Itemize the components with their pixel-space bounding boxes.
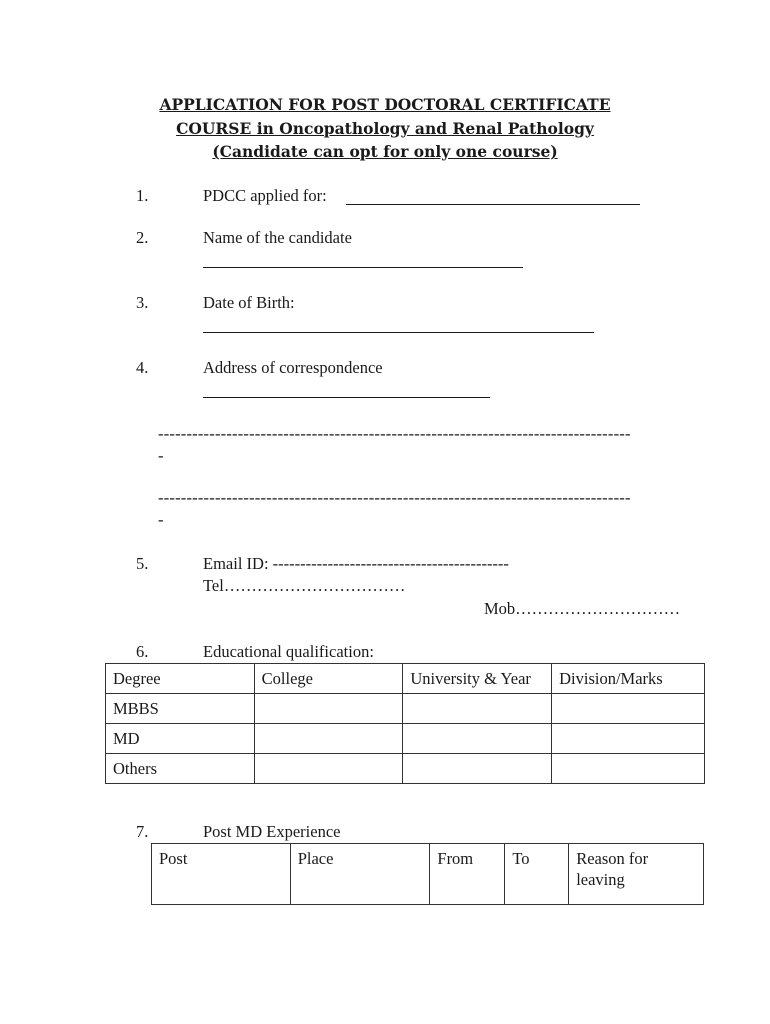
header-place: Place <box>290 844 430 905</box>
form-title-line-3: (Candidate can opt for only one course) <box>212 142 558 161</box>
others-university-cell[interactable] <box>403 754 552 784</box>
email-field[interactable]: Email ID: ------------------------------------------- <box>203 554 509 573</box>
mbbs-division-cell[interactable] <box>552 694 705 724</box>
item-6-label: Educational qualification: <box>203 642 374 661</box>
item-3-label: Date of Birth: <box>203 293 295 312</box>
item-4-number: 4. <box>136 358 149 377</box>
mbbs-college-cell[interactable] <box>254 694 403 724</box>
item-1-label: PDCC applied for: <box>203 186 327 205</box>
header-reason-for-leaving: Reason for leaving <box>569 844 704 905</box>
address-dash-line-1[interactable]: ----------------------------------------------------------------------------------- <box>158 424 631 443</box>
form-title-line-1: APPLICATION FOR POST DOCTORAL CERTIFICATE <box>159 95 611 114</box>
degree-mbbs: MBBS <box>106 694 255 724</box>
table-row <box>106 694 705 724</box>
degree-others: Others <box>106 754 255 784</box>
mob-field[interactable]: Mob………………………… <box>484 599 681 618</box>
md-university-cell[interactable] <box>403 724 552 754</box>
address-field-line[interactable] <box>203 397 490 398</box>
address-dash-tail-2: - <box>158 510 164 529</box>
header-college: College <box>254 664 403 694</box>
item-6-number: 6. <box>136 642 149 661</box>
address-dash-line-2[interactable]: ----------------------------------------------------------------------------------- <box>158 488 631 507</box>
others-college-cell[interactable] <box>254 754 403 784</box>
pdcc-field-line[interactable] <box>346 204 640 205</box>
md-college-cell[interactable] <box>254 724 403 754</box>
header-post: Post <box>152 844 291 905</box>
table-row <box>106 754 705 784</box>
item-2-label: Name of the candidate <box>203 228 352 247</box>
item-3-number: 3. <box>136 293 149 312</box>
others-division-cell[interactable] <box>552 754 705 784</box>
header-to: To <box>505 844 569 905</box>
experience-header-row <box>152 844 704 905</box>
education-header-row <box>106 664 705 694</box>
table-row <box>106 724 705 754</box>
degree-md: MD <box>106 724 255 754</box>
form-title-line-2: COURSE in Oncopathology and Renal Pathology <box>176 119 594 138</box>
item-4-label: Address of correspondence <box>203 358 383 377</box>
header-degree: Degree <box>106 664 255 694</box>
name-field-line[interactable] <box>203 267 523 268</box>
header-university-year: University & Year <box>403 664 552 694</box>
tel-field[interactable]: Tel…………………………… <box>203 576 406 595</box>
item-5-number: 5. <box>136 554 149 573</box>
mbbs-university-cell[interactable] <box>403 694 552 724</box>
item-7-label: Post MD Experience <box>203 822 341 841</box>
header-from: From <box>430 844 505 905</box>
item-2-number: 2. <box>136 228 149 247</box>
header-division-marks: Division/Marks <box>552 664 705 694</box>
item-7-number: 7. <box>136 822 149 841</box>
address-dash-tail-1: - <box>158 446 164 465</box>
md-division-cell[interactable] <box>552 724 705 754</box>
education-table <box>105 663 705 784</box>
dob-field-line[interactable] <box>203 332 594 333</box>
experience-table <box>151 843 704 905</box>
item-1-number: 1. <box>136 186 149 205</box>
